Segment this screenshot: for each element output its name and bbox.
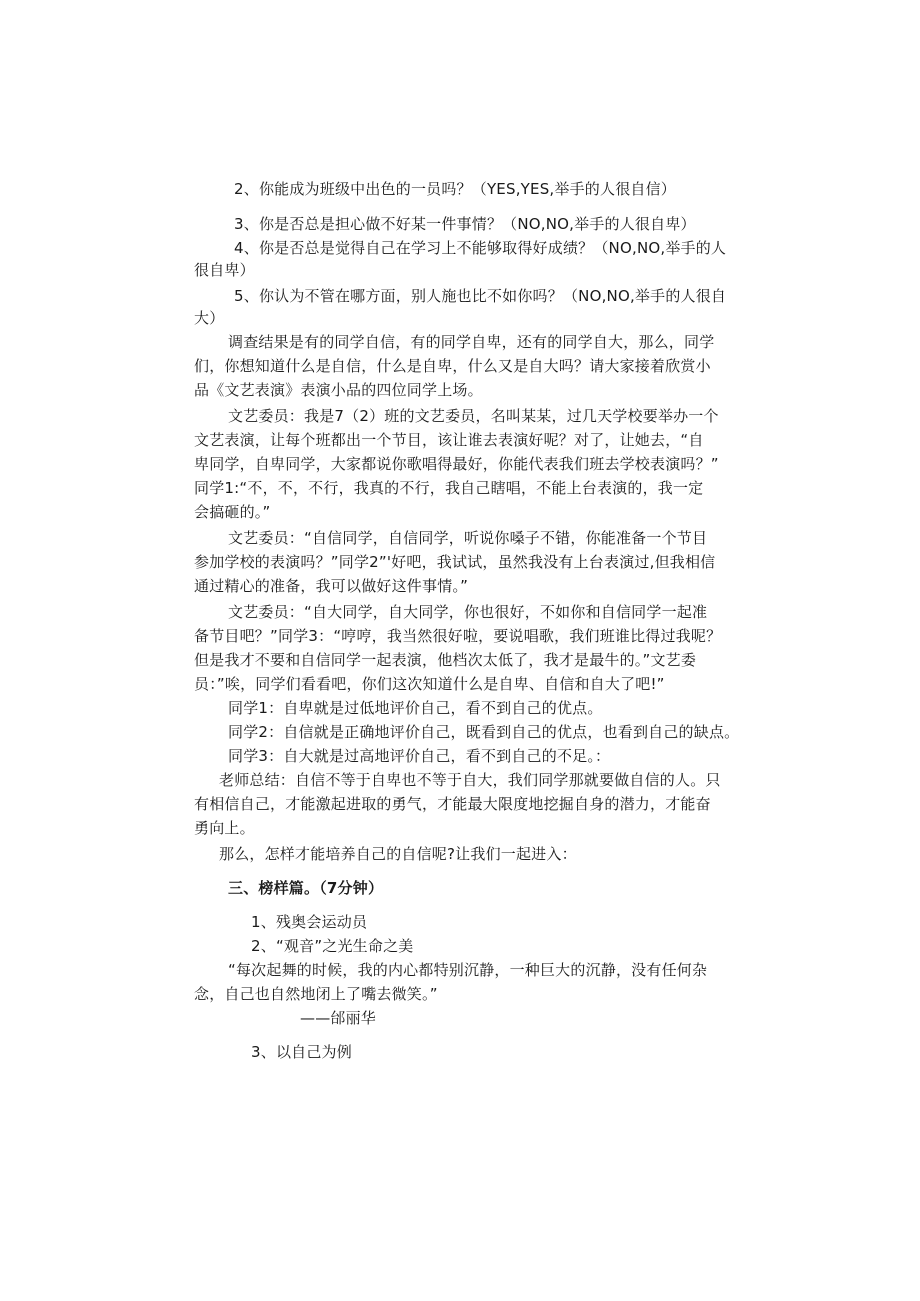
- skit-3-line-1: 文艺委员：“自大同学，自大同学，你也很好，不如你和自信同学一起准: [228, 603, 708, 621]
- teacher-summary-line-3: 勇向上。: [194, 819, 255, 837]
- skit-1-line-4: 同学1:“不，不，不行，我真的不行，我自己瞎唱，不能上台表演的，我一定: [194, 479, 704, 497]
- skit-2-line-2: 参加学校的表演吗？”同学2”'好吧，我试试，虽然我没有上台表演过,但我相信: [194, 553, 716, 571]
- skit-1-line-3: 卑同学，自卑同学，大家都说你歌唱得最好，你能代表我们班去学校表演吗？”: [194, 455, 719, 473]
- intro-line-2: 们，你想知道什么是自信，什么是自卑，什么又是自大吗？请大家接着欣赏小: [194, 357, 711, 375]
- teacher-summary-line-2: 有相信自己，才能激起进取的勇气，才能最大限度地挖掘自身的潜力，才能奋: [194, 795, 711, 813]
- skit-1-line-5: 会搞砸的。”: [194, 503, 271, 521]
- skit-3-line-3: 但是我才不要和自信同学一起表演，他档次太低了，我才是最牛的。”文艺委: [194, 651, 697, 669]
- skit-2-line-3: 通过精心的准备，我可以做好这件事情。”: [194, 577, 469, 595]
- skit-1-line-2: 文艺表演，让每个班都出一个节目，该让谁去表演好呢？对了，让她去，“自: [194, 431, 704, 449]
- example-item-2: 2、“观音”之光生命之美: [251, 937, 414, 955]
- intro-line-1: 调查结果是有的同学自信，有的同学自卑，还有的同学自大，那么，同学: [228, 333, 715, 351]
- student-3-answer: 同学3：自大就是过高地评价自己，看不到自己的不足。：: [228, 747, 611, 765]
- survey-question-4-line-1: 4、你是否总是觉得自己在学习上不能够取得好成绩？（NO,NO,举手的人: [234, 239, 727, 257]
- intro-line-3: 品《文艺表演》表演小品的四位同学上场。: [194, 381, 483, 399]
- transition-text: 那么，怎样才能培养自己的自信呢?让我们一起进入：: [219, 845, 577, 863]
- survey-question-3: 3、你是否总是担心做不好某一件事情？（NO,NO,举手的人很自卑）: [234, 215, 696, 233]
- quote-line-1: “每次起舞的时候，我的内心都特别沉静，一种巨大的沉静，没有任何杂: [228, 961, 708, 979]
- survey-question-5-line-2: 大）: [194, 309, 225, 327]
- example-item-3: 3、以自己为例: [251, 1043, 352, 1061]
- skit-1-line-1: 文艺委员：我是7（2）班的文艺委员，名叫某某，过几天学校要举办一个: [228, 407, 719, 425]
- quote-attribution: ——邰丽华: [300, 1009, 377, 1027]
- skit-2-line-1: 文艺委员：“自信同学，自信同学，听说你嗓子不错，你能准备一个节目: [228, 529, 708, 547]
- section-heading: 三、榜样篇。（7分钟）: [228, 879, 384, 897]
- student-1-answer: 同学1：自卑就是过低地评价自己，看不到自己的优点。: [228, 699, 603, 717]
- skit-3-line-4: 员：”唉，同学们看看吧，你们这次知道什么是自卑、自信和自大了吧!”: [194, 675, 665, 693]
- survey-question-5-line-1: 5、你认为不管在哪方面，别人施也比不如你吗？（NO,NO,举手的人很自: [234, 287, 727, 305]
- survey-question-4-line-2: 很自卑）: [194, 261, 255, 279]
- skit-3-line-2: 备节目吧？”同学3：“哼哼，我当然很好啦，要说唱歌，我们班谁比得过我呢？: [194, 627, 722, 645]
- survey-question-2: 2、你能成为班级中出色的一员吗？（YES,YES,举手的人很自信）: [234, 180, 677, 198]
- quote-line-2: 念，自己也自然地闭上了嘴去微笑。”: [194, 985, 438, 1003]
- student-2-answer: 同学2：自信就是正确地评价自己，既看到自己的优点，也看到自己的缺点。: [228, 723, 740, 741]
- example-item-1: 1、残奥会运动员: [251, 913, 368, 931]
- teacher-summary-line-1: 老师总结：自信不等于自卑也不等于自大，我们同学那就要做自信的人。只: [219, 771, 721, 789]
